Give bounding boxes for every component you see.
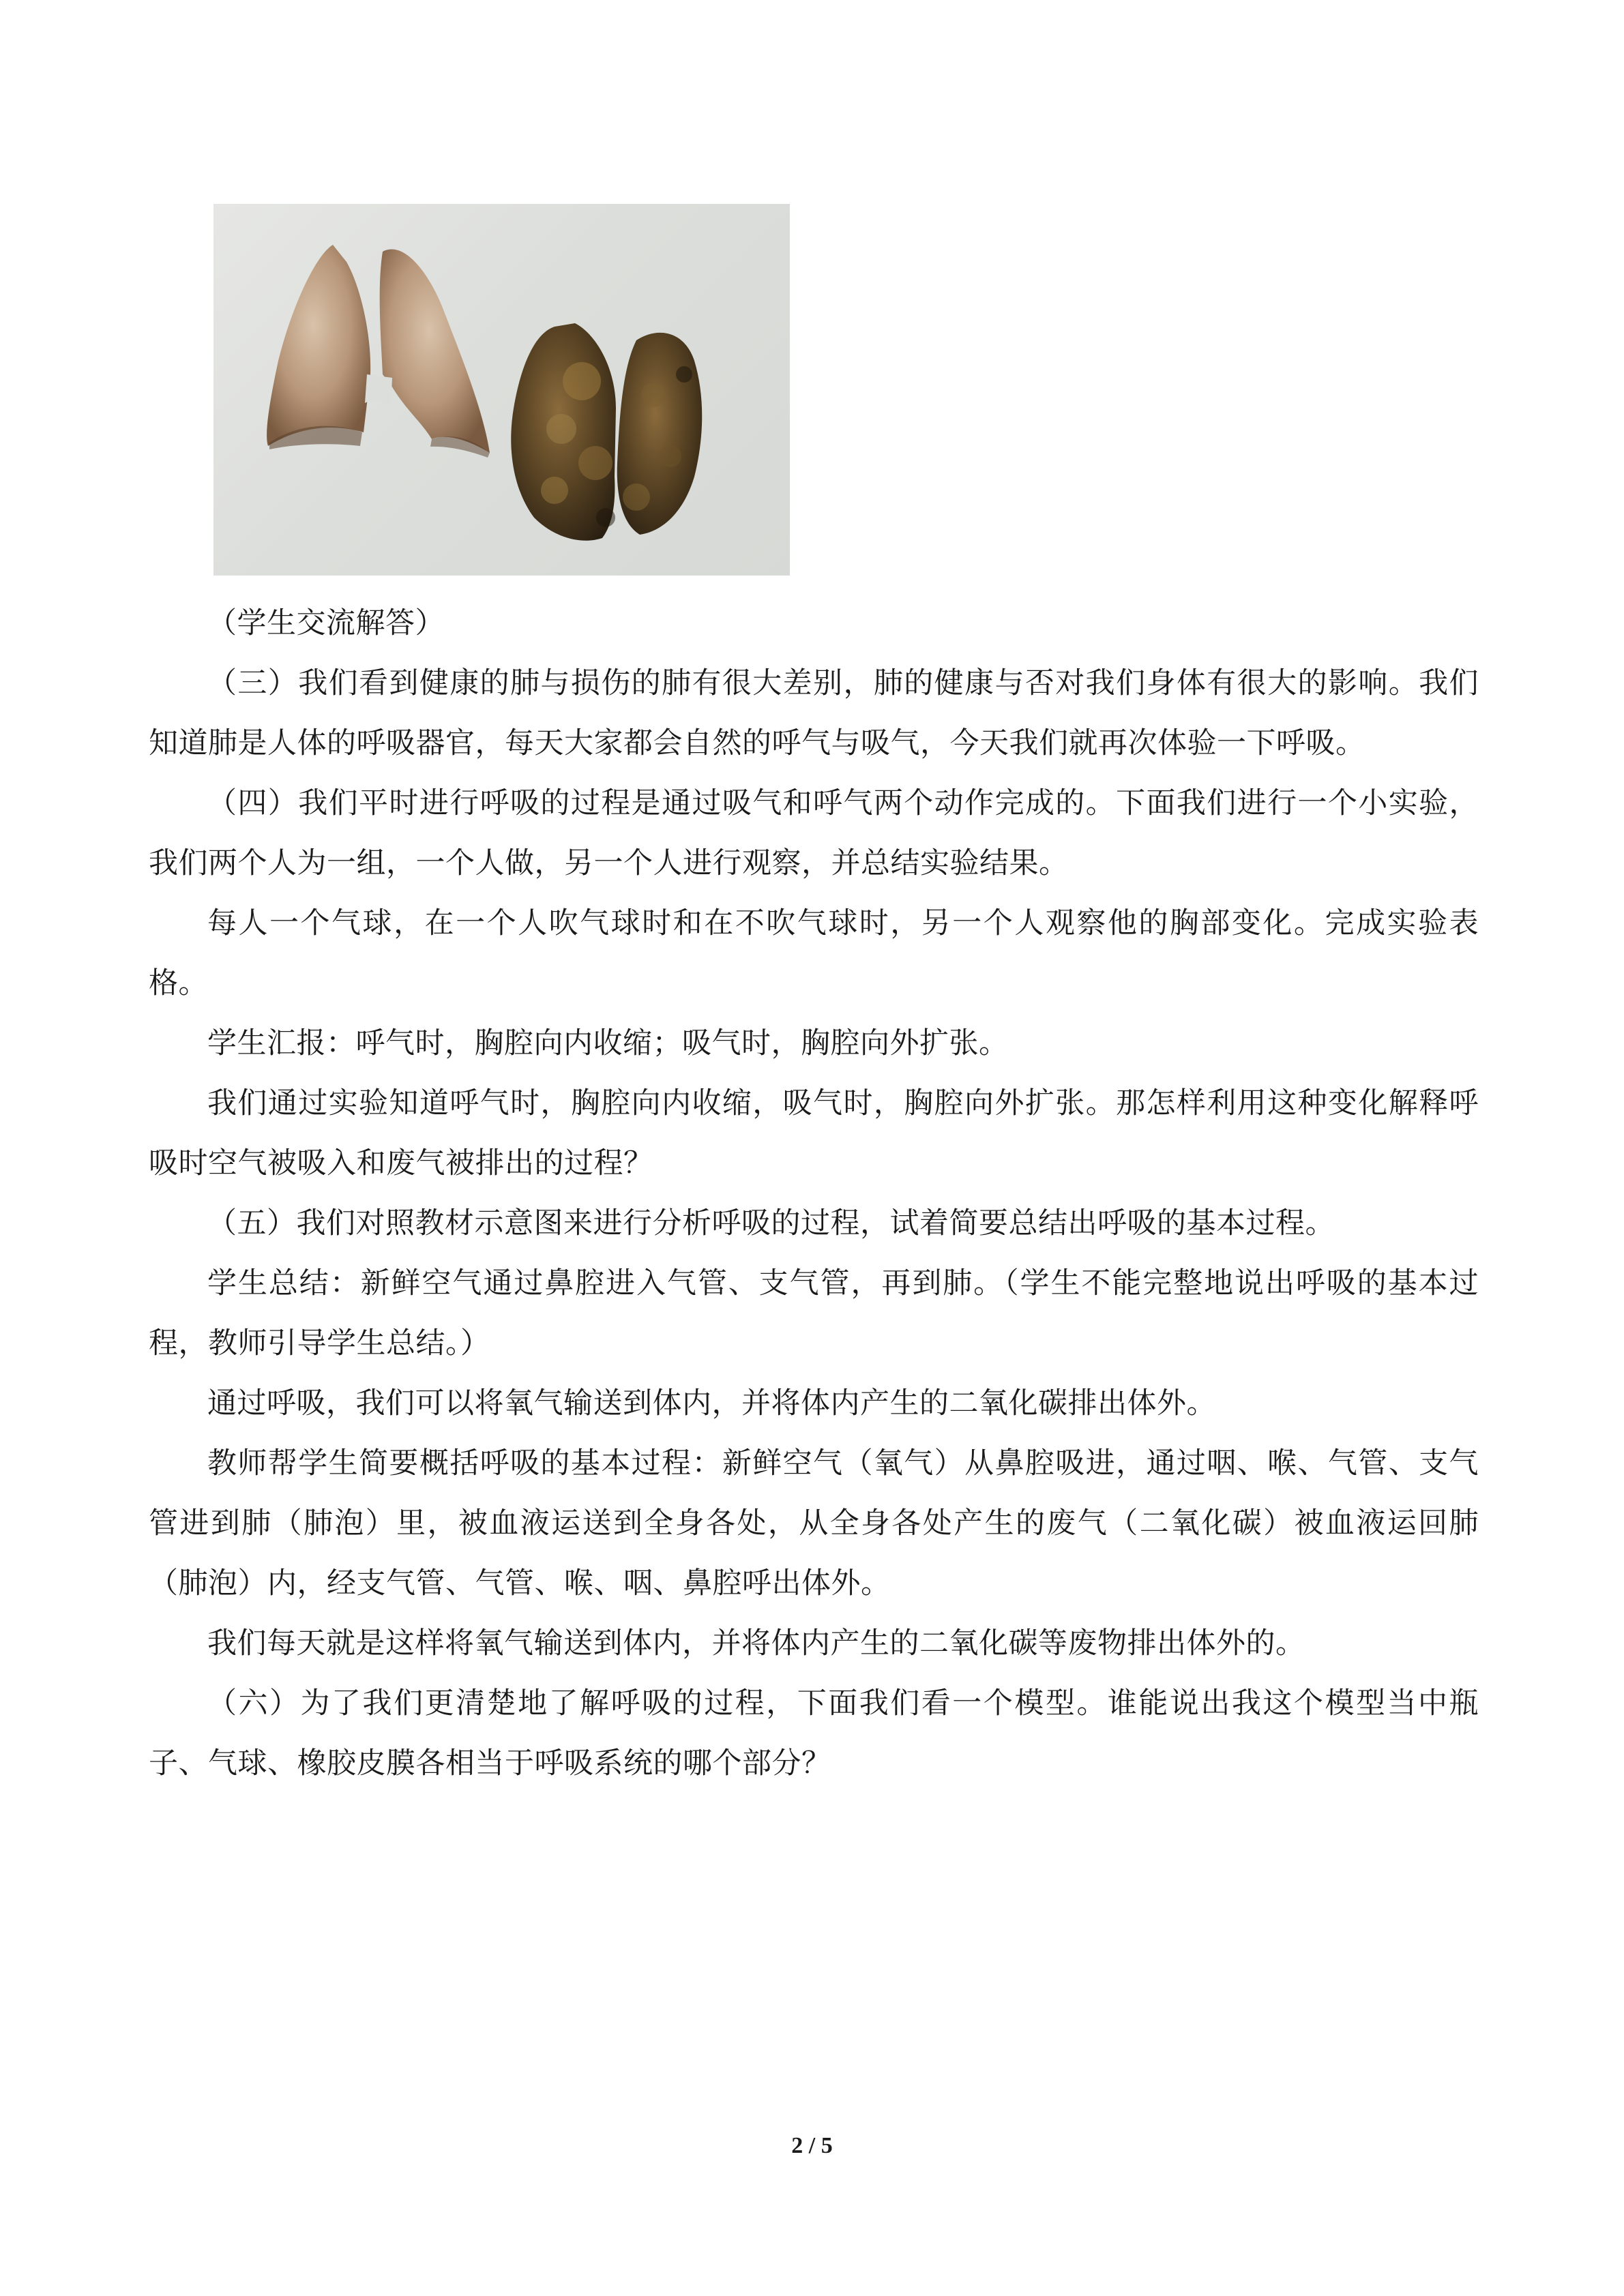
paragraph: （四）我们平时进行呼吸的过程是通过吸气和呼气两个动作完成的。下面我们进行一个小实验，我们两个人为一组，一个人做，另一个人进行观察，并总结实验结果。 bbox=[149, 786, 1479, 880]
lung-illustration bbox=[213, 204, 790, 576]
paragraph: （五）我们对照教材示意图来进行分析呼吸的过程，试着简要总结出呼吸的基本过程。 bbox=[207, 1206, 1335, 1240]
paragraph: （三）我们看到健康的肺与损伤的肺有很大差别，肺的健康与否对我们身体有很大的影响。我们知道肺是人体的呼吸器官，每天大家都会自然的呼气与吸气，今天我们就再次体验一下呼吸。 bbox=[149, 666, 1479, 760]
damaged-lung bbox=[511, 323, 702, 541]
page-number: 2 / 5 bbox=[791, 2133, 833, 2158]
paragraph: 我们通过实验知道呼气时，胸腔向内收缩，吸气时，胸腔向外扩张。那怎样利用这种变化解释呼吸时空气被吸入和废气被排出的过程？ bbox=[149, 1086, 1479, 1180]
paragraph: 教师帮学生简要概括呼吸的基本过程：新鲜空气（氧气）从鼻腔吸进，通过咽、喉、气管、支气管进到肺（肺泡）里，被血液运送到全身各处，从全身各处产生的废气（二氧化碳）被血液运回肺（肺泡）内，经支气管、气管、喉、咽、鼻腔呼出体外。 bbox=[149, 1446, 1479, 1600]
paragraph: 学生总结：新鲜空气通过鼻腔进入气管、支气管，再到肺。（学生不能完整地说出呼吸的基本过程，教师引导学生总结。） bbox=[149, 1266, 1479, 1360]
paragraph: （六）为了我们更清楚地了解呼吸的过程，下面我们看一个模型。谁能说出我这个模型当中瓶子、气球、橡胶皮膜各相当于呼吸系统的哪个部分？ bbox=[149, 1686, 1479, 1780]
lung-comparison-photo bbox=[213, 204, 790, 576]
paragraph: 学生汇报：呼气时，胸腔向内收缩；吸气时，胸腔向外扩张。 bbox=[207, 1026, 1009, 1060]
paragraph: 我们每天就是这样将氧气输送到体内，并将体内产生的二氧化碳等废物排出体外的。 bbox=[207, 1626, 1305, 1660]
paragraph: （学生交流解答） bbox=[207, 606, 445, 640]
healthy-lung bbox=[267, 245, 490, 458]
paragraph: 通过呼吸，我们可以将氧气输送到体内，并将体内产生的二氧化碳排出体外。 bbox=[207, 1386, 1216, 1420]
body-text bbox=[149, 593, 1479, 1793]
paragraph: 每人一个气球，在一个人吹气球时和在不吹气球时，另一个人观察他的胸部变化。完成实验表格。 bbox=[149, 906, 1479, 1000]
